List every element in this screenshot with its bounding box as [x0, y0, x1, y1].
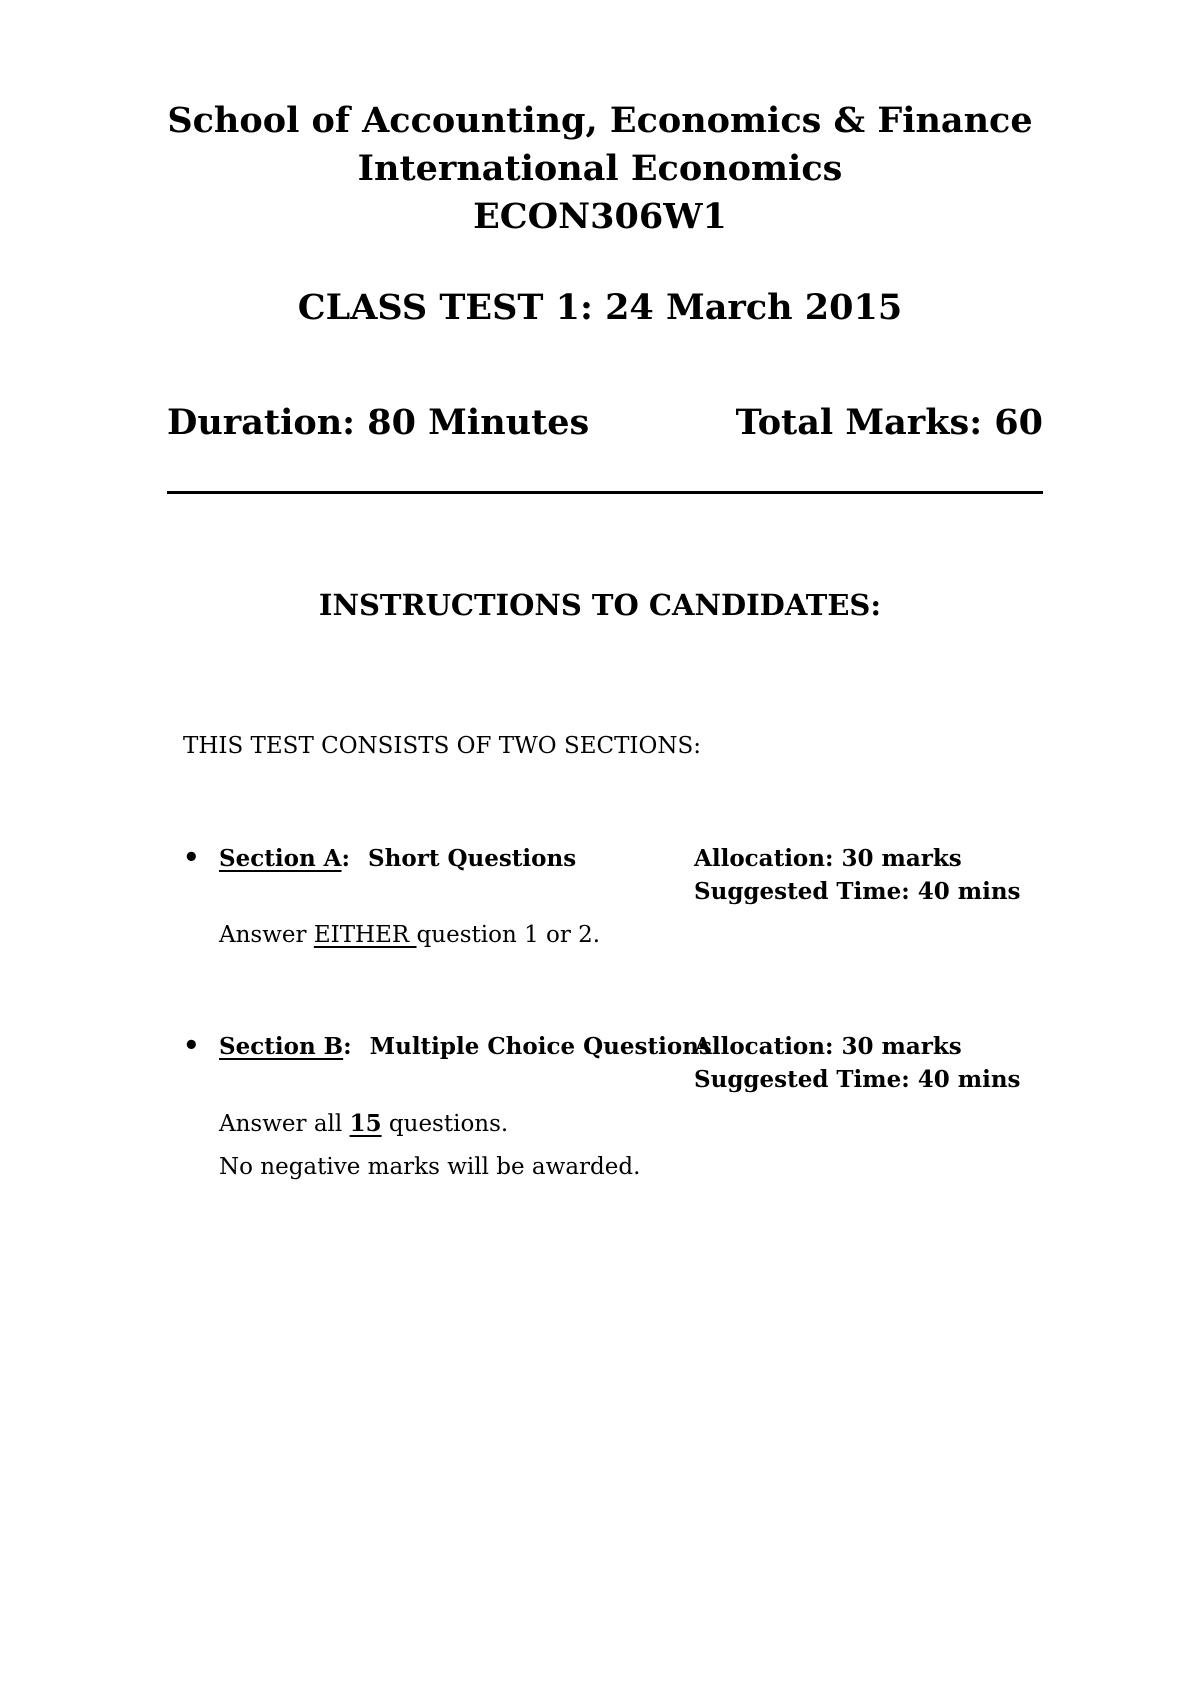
- section-b-colon: :: [343, 1033, 352, 1060]
- section-b-allocation: Allocation: 30 marks: [694, 1033, 962, 1060]
- section-a-answer-post: question 1 or 2.: [416, 922, 601, 948]
- bullet-icon: •: [183, 1031, 200, 1061]
- duration-label: Duration: 80 Minutes: [167, 402, 590, 443]
- section-b-answer: [219, 1110, 508, 1137]
- section-a-answer-emph: EITHER: [313, 922, 417, 948]
- section-b-answer-post: questions.: [381, 1111, 509, 1137]
- divider-line: [167, 491, 1043, 494]
- section-a-colon: :: [341, 845, 351, 872]
- section-a-answer-pre: Answer: [219, 922, 314, 948]
- section-b-note: No negative marks will be awarded.: [219, 1154, 641, 1180]
- section-b-answer-pre: Answer all: [219, 1111, 350, 1137]
- section-a-answer: [219, 922, 600, 948]
- section-b-title: Multiple Choice Questions: [369, 1033, 712, 1060]
- instructions-intro: THIS TEST CONSISTS OF TWO SECTIONS:: [183, 733, 702, 759]
- section-b-time: Suggested Time: 40 mins: [694, 1066, 1021, 1093]
- bullet-icon: •: [183, 843, 200, 873]
- total-marks-label: Total Marks: 60: [735, 402, 1043, 443]
- section-a-time: Suggested Time: 40 mins: [694, 878, 1021, 905]
- course-code: ECON306W1: [473, 196, 727, 237]
- section-b-name: Section B: [219, 1033, 344, 1060]
- test-title: CLASS TEST 1: 24 March 2015: [297, 287, 903, 328]
- instructions-heading: INSTRUCTIONS TO CANDIDATES:: [318, 588, 882, 622]
- course-name: International Economics: [357, 148, 843, 189]
- section-b-heading: [219, 1033, 712, 1060]
- section-a-name: Section A: [219, 845, 342, 872]
- school-name: School of Accounting, Economics & Finance: [167, 100, 1033, 141]
- section-a-title: Short Questions: [368, 845, 577, 872]
- section-a-heading: [219, 845, 576, 872]
- section-b-answer-emph: 15: [349, 1110, 382, 1137]
- section-a-allocation: Allocation: 30 marks: [694, 845, 962, 872]
